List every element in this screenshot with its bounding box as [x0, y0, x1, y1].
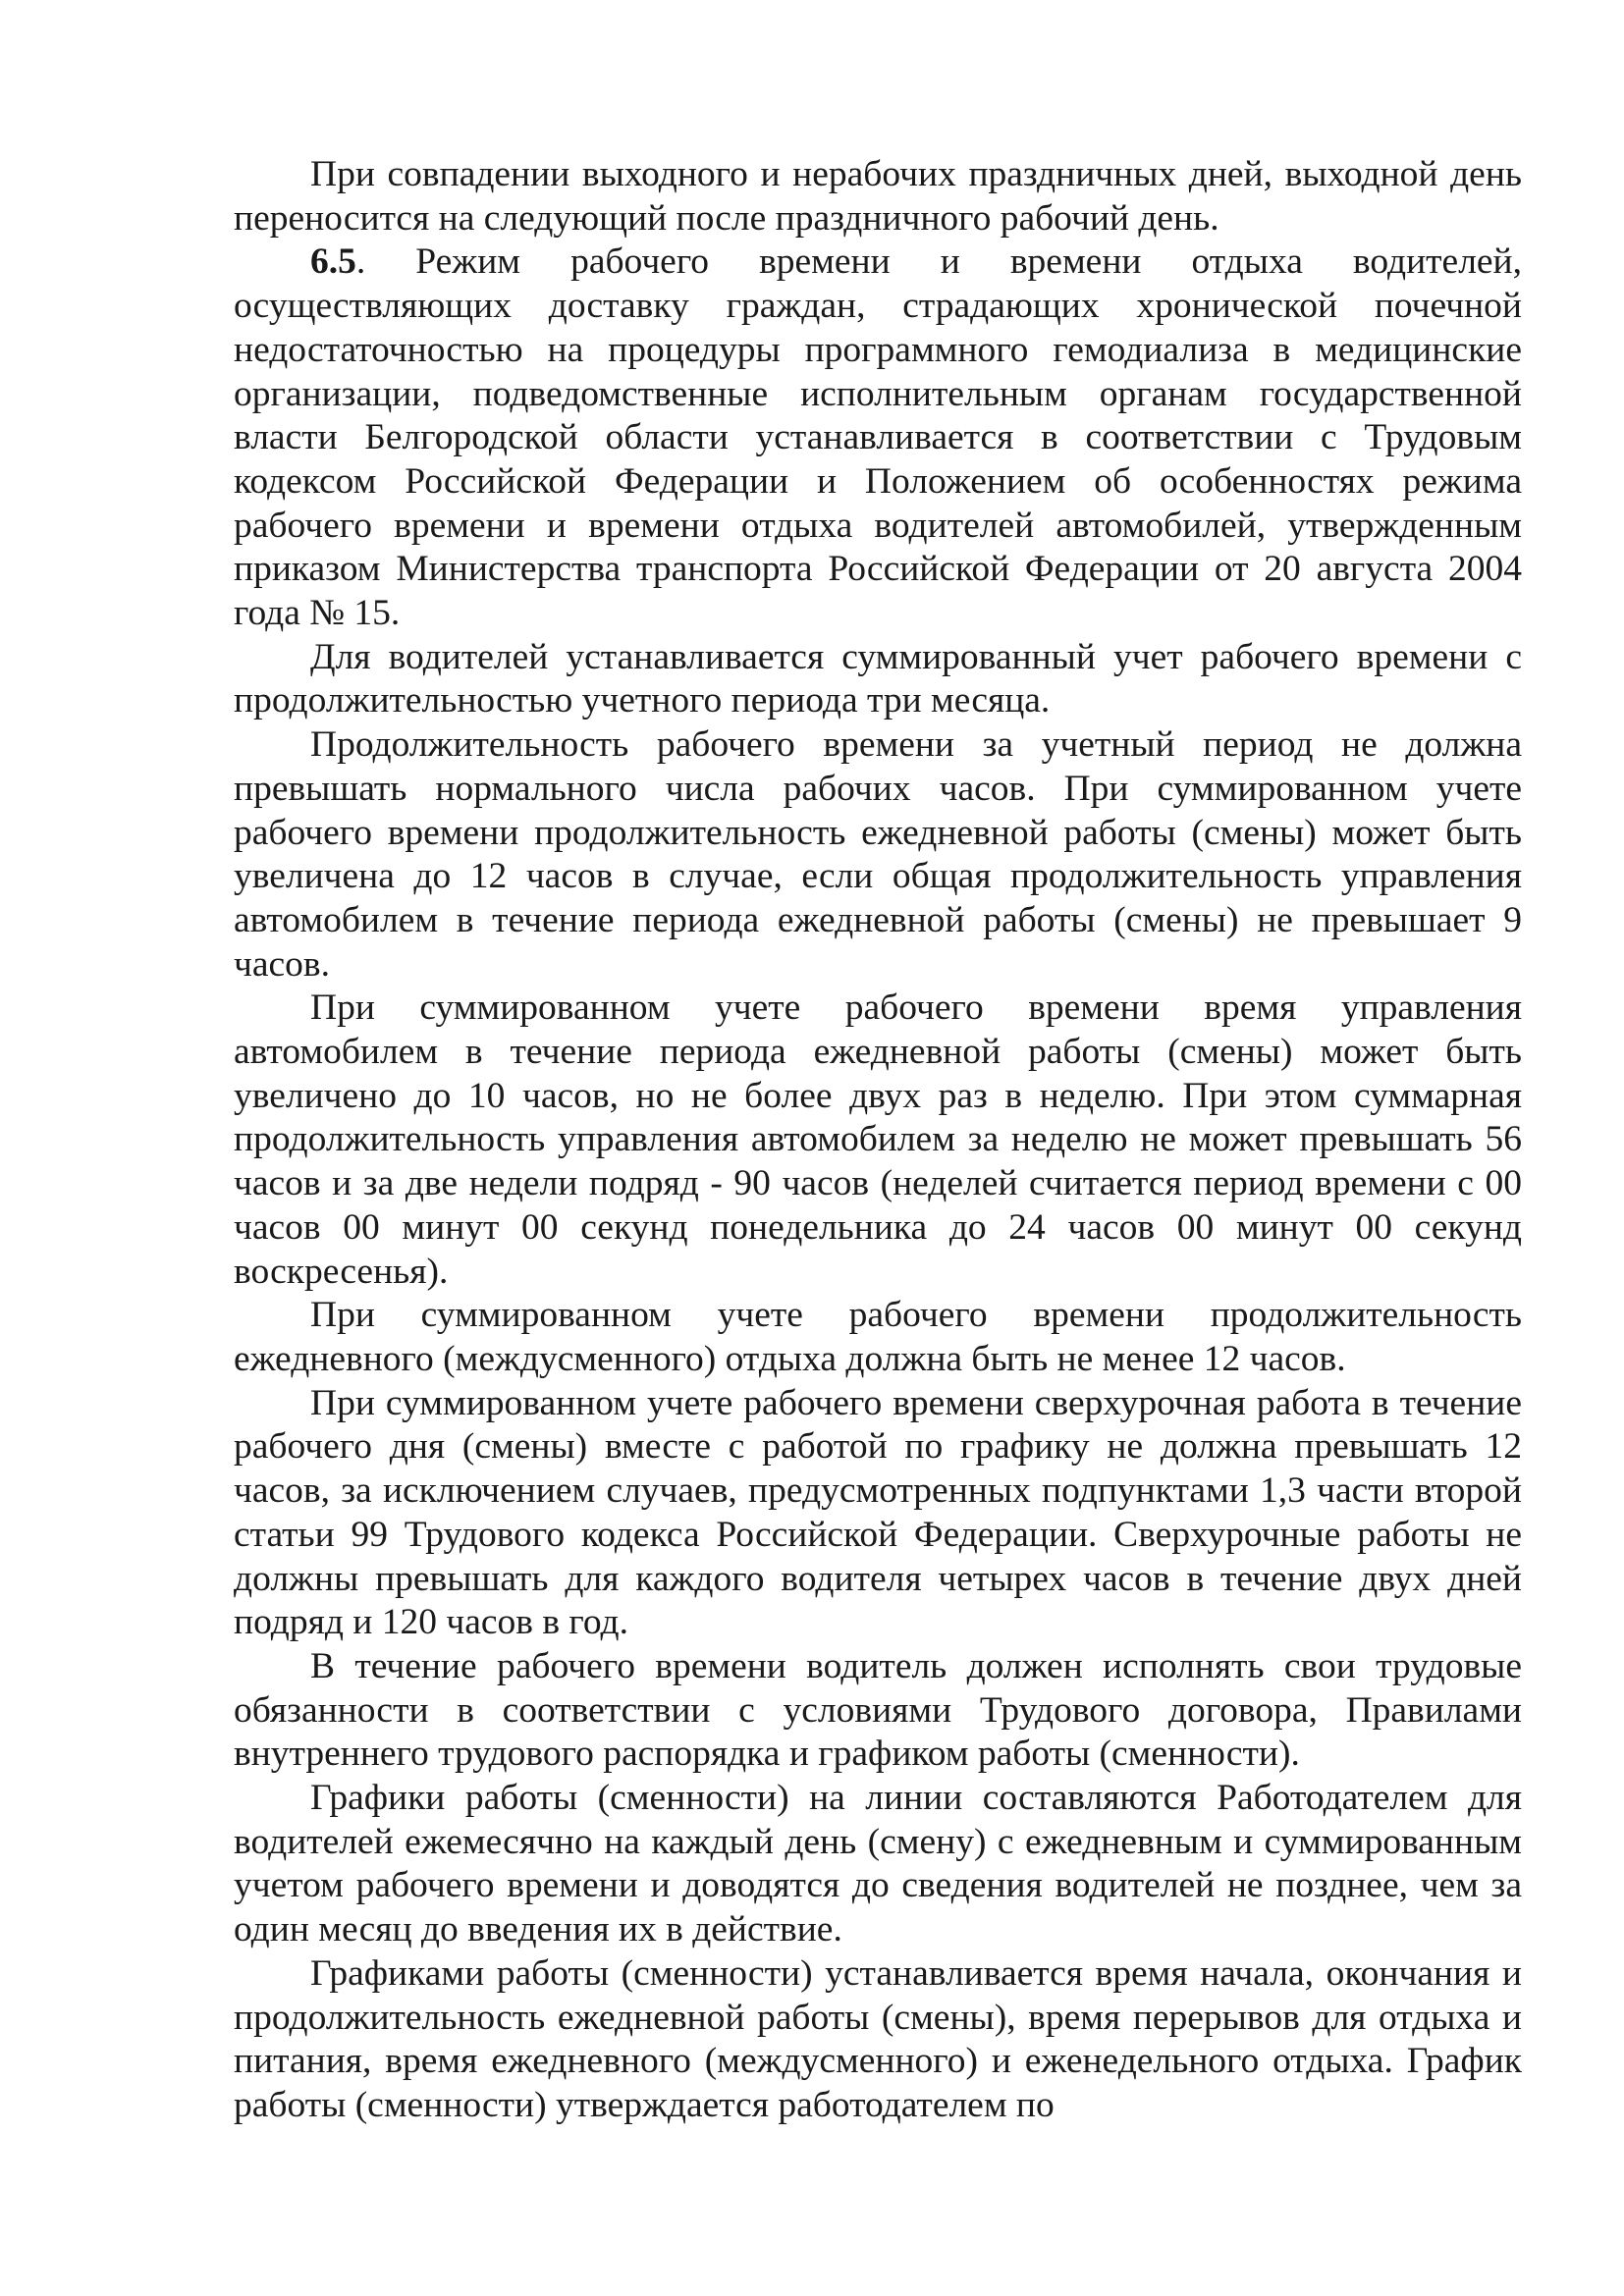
clause-text: . Режим рабочего времени и времени отдыха водителей, осуществляющих доставку граждан, страдающих хронической почечной недостаточностью на процедуры программного гемодиализа в медицинские организации, подведомственные исполнительным органам государственной власти Белгородской области устанавливается в соответствии с Трудовым кодексом Российской Федерации и Положением об особенностях режима рабочего времени и времени отдыха водителей автомобилей, утвержденным приказом Министерства транспорта Российской Федерации от 20 августа 2004 года № 15.: [234, 241, 1522, 634]
clause-number: 6.5: [310, 241, 356, 283]
paragraph-summarized-accounting: Для водителей устанавливается суммированный учет рабочего времени с продолжительностью учетного периода три месяца.: [234, 636, 1522, 721]
paragraph-schedule-contents: Графиками работы (сменности) устанавливается время начала, окончания и продолжительность ежедневной работы (смены), время перерывов для отдыха и питания, время ежедневного (междусменного) и еженедельного отдыха. График работы (сменности) утверждается работодателем по: [234, 1952, 1522, 2125]
paragraph-working-time-duration: Продолжительность рабочего времени за учетный период не должна превышать нормального числа рабочих часов. При суммированном учете рабочего времени продолжительность ежедневной работы (смены) может быть увеличена до 12 часов в случае, если общая продолжительность управления автомобилем в течение периода ежедневной работы (смены) не превышает 9 часов.: [234, 724, 1522, 985]
paragraph-driving-time: При суммированном учете рабочего времени время управления автомобилем в течение периода ежедневной работы (смены) может быть увеличено до 10 часов, но не более двух раз в неделю. При этом суммарная продолжительность управления автомобилем за неделю не может превышать 56 часов и за две недели подряд - 90 часов (неделей считается период времени с 00 часов 00 минут 00 секунд понедельника до 24 часов 00 минут 00 секунд воскресенья).: [234, 988, 1522, 1292]
paragraph-schedules: Графики работы (сменности) на линии составляются Работодателем для водителей ежемесячно на каждый день (смену) с ежедневным и суммированным учетом рабочего времени и доводятся до сведения водителей не позднее, чем за один месяц до введения их в действие.: [234, 1778, 1522, 1950]
paragraph-duties: В течение рабочего времени водитель должен исполнять свои трудовые обязанности в соответствии с условиями Трудового договора, Правилами внутреннего трудового распорядка и графиком работы (сменности).: [234, 1645, 1522, 1775]
document-page: [234, 153, 1522, 2128]
paragraph-clause-6-5: [234, 240, 1522, 635]
paragraph-daily-rest: При суммированном учете рабочего времени продолжительность ежедневного (междусменного) отдыха должна быть не менее 12 часов.: [234, 1295, 1522, 1379]
paragraph-holiday-transfer: При совпадении выходного и нерабочих праздничных дней, выходной день переносится на следующий после праздничного рабочий день.: [234, 154, 1522, 239]
paragraph-overtime: При суммированном учете рабочего времени сверхурочная работа в течение рабочего дня (смены) вместе с работой по графику не должна превышать 12 часов, за исключением случаев, предусмотренных подпунктами 1,3 части второй статьи 99 Трудового кодекса Российской Федерации. Сверхурочные работы не должны превышать для каждого водителя четырех часов в течение двух дней подряд и 120 часов в год.: [234, 1382, 1522, 1643]
